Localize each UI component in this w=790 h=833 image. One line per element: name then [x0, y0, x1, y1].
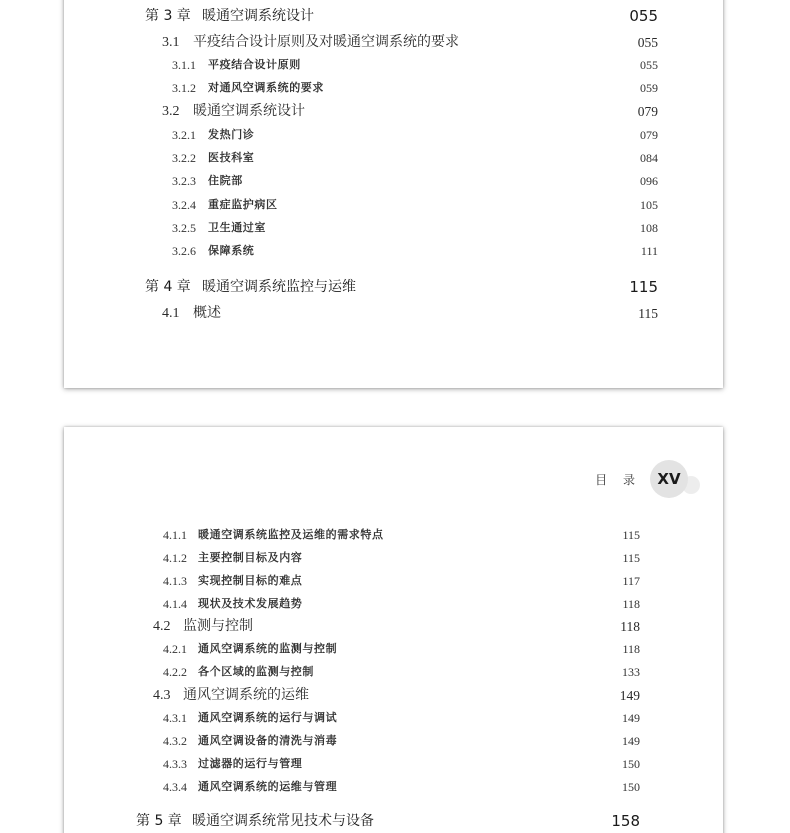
entry-page-number: 118 — [622, 642, 640, 656]
entry-title: 重症监护病区 — [208, 198, 278, 211]
toc-subsection-entry[interactable] — [64, 776, 723, 798]
entry-page-number: 079 — [637, 104, 658, 119]
entry-title: 保障系统 — [208, 244, 255, 257]
toc-subsection-entry[interactable] — [64, 147, 723, 169]
entry-number: 4.3.2 — [163, 734, 187, 748]
entry-page-number: 105 — [640, 198, 658, 212]
entry-number: 4.3.1 — [163, 711, 187, 725]
entry-number: 3.1 — [162, 35, 180, 50]
entry-title: 通风空调系统的运维与管理 — [198, 780, 338, 793]
entry-title: 监测与控制 — [183, 619, 253, 634]
entry-page-number: 115 — [629, 278, 658, 296]
entry-number: 4.2.1 — [163, 642, 187, 656]
toc-subsection-entry[interactable] — [64, 730, 723, 752]
entry-page-number: 115 — [622, 528, 640, 542]
entry-number: 3.2.1 — [172, 128, 196, 142]
entry-number: 4.1.2 — [163, 551, 187, 565]
running-head: 目 录 — [595, 473, 641, 487]
entry-title: 通风空调系统的监测与控制 — [198, 642, 338, 655]
toc-page-lower — [64, 427, 723, 833]
toc-chapter-entry[interactable] — [64, 276, 723, 298]
toc-chapter-entry[interactable] — [64, 810, 723, 832]
entry-title: 平疫结合设计原则及对暖通空调系统的要求 — [193, 35, 459, 50]
entry-title: 医技科室 — [208, 151, 255, 164]
entry-page-number: 133 — [622, 665, 640, 679]
entry-number: 第 3 章 — [145, 8, 191, 24]
toc-subsection-entry[interactable] — [64, 217, 723, 239]
entry-title: 对通风空调系统的要求 — [208, 81, 324, 94]
toc-section-entry[interactable] — [64, 32, 723, 54]
entry-page-number: 149 — [619, 688, 640, 703]
entry-title: 暖通空调系统设计 — [193, 104, 305, 119]
entry-number: 4.1 — [162, 306, 180, 321]
entry-page-number: 118 — [622, 597, 640, 611]
entry-number: 4.2 — [153, 619, 171, 634]
toc-page-upper — [64, 0, 723, 388]
toc-subsection-entry[interactable] — [64, 547, 723, 569]
entry-title: 通风空调设备的清洗与消毒 — [198, 734, 338, 747]
entry-page-number: 055 — [640, 58, 658, 72]
entry-title: 主要控制目标及内容 — [198, 551, 303, 564]
entry-title: 暖通空调系统监控与运维 — [202, 279, 356, 295]
toc-subsection-entry[interactable] — [64, 524, 723, 546]
entry-number: 3.2.4 — [172, 198, 196, 212]
folio-badge: XV — [650, 460, 688, 498]
toc-subsection-entry[interactable] — [64, 638, 723, 660]
entry-number: 3.2.6 — [172, 244, 196, 258]
entry-number: 3.2.2 — [172, 151, 196, 165]
entry-page-number: 111 — [640, 244, 658, 258]
toc-section-entry[interactable] — [64, 303, 723, 325]
entry-page-number: 096 — [640, 174, 658, 188]
entry-number: 4.3.3 — [163, 757, 187, 771]
entry-number: 3.2 — [162, 104, 180, 119]
entry-title: 暖通空调系统常见技术与设备 — [192, 813, 374, 829]
toc-subsection-entry[interactable] — [64, 707, 723, 729]
toc-chapter-entry[interactable] — [64, 5, 723, 27]
entry-page-number: 150 — [622, 780, 640, 794]
entry-title: 现状及技术发展趋势 — [198, 597, 303, 610]
entry-page-number: 149 — [622, 734, 640, 748]
entry-title: 过滤器的运行与管理 — [198, 757, 303, 770]
entry-number: 4.3.4 — [163, 780, 187, 794]
entry-number: 4.1.1 — [163, 528, 187, 542]
entry-page-number: 115 — [638, 306, 658, 321]
toc-subsection-entry[interactable] — [64, 170, 723, 192]
entry-title: 概述 — [193, 306, 221, 321]
entry-number: 4.3 — [153, 688, 171, 703]
entry-number: 3.1.1 — [172, 58, 196, 72]
toc-subsection-entry[interactable] — [64, 753, 723, 775]
toc-section-entry[interactable] — [64, 685, 723, 707]
entry-title: 住院部 — [208, 174, 243, 187]
entry-number: 4.2.2 — [163, 665, 187, 679]
entry-page-number: 108 — [640, 221, 658, 235]
entry-page-number: 084 — [640, 151, 658, 165]
toc-subsection-entry[interactable] — [64, 661, 723, 683]
entry-page-number: 118 — [620, 619, 640, 634]
entry-number: 4.1.3 — [163, 574, 187, 588]
entry-page-number: 158 — [611, 812, 640, 830]
entry-title: 通风空调系统的运行与调试 — [198, 711, 338, 724]
entry-number: 第 5 章 — [136, 813, 182, 829]
entry-title: 平疫结合设计原则 — [208, 58, 301, 71]
entry-number: 3.2.3 — [172, 174, 196, 188]
toc-subsection-entry[interactable] — [64, 593, 723, 615]
entry-page-number: 059 — [640, 81, 658, 95]
entry-page-number: 055 — [629, 7, 658, 25]
toc-subsection-entry[interactable] — [64, 124, 723, 146]
toc-section-entry[interactable] — [64, 616, 723, 638]
toc-subsection-entry[interactable] — [64, 77, 723, 99]
entry-page-number: 117 — [622, 574, 640, 588]
entry-title: 发热门诊 — [208, 128, 255, 141]
toc-subsection-entry[interactable] — [64, 194, 723, 216]
entry-title: 暖通空调系统设计 — [202, 8, 314, 24]
entry-title: 各个区域的监测与控制 — [198, 665, 314, 678]
toc-subsection-entry[interactable] — [64, 240, 723, 262]
entry-title: 通风空调系统的运维 — [183, 688, 309, 703]
entry-number: 3.2.5 — [172, 221, 196, 235]
toc-subsection-entry[interactable] — [64, 54, 723, 76]
entry-title: 卫生通过室 — [208, 221, 266, 234]
entry-page-number: 079 — [640, 128, 658, 142]
entry-title: 暖通空调系统监控及运维的需求特点 — [198, 528, 384, 541]
entry-page-number: 055 — [637, 35, 658, 50]
toc-section-entry[interactable] — [64, 101, 723, 123]
entry-number: 3.1.2 — [172, 81, 196, 95]
entry-title: 实现控制目标的难点 — [198, 574, 303, 587]
entry-page-number: 150 — [622, 757, 640, 771]
entry-number: 4.1.4 — [163, 597, 187, 611]
toc-subsection-entry[interactable] — [64, 570, 723, 592]
entry-page-number: 149 — [622, 711, 640, 725]
entry-number: 第 4 章 — [145, 279, 191, 295]
entry-page-number: 115 — [622, 551, 640, 565]
